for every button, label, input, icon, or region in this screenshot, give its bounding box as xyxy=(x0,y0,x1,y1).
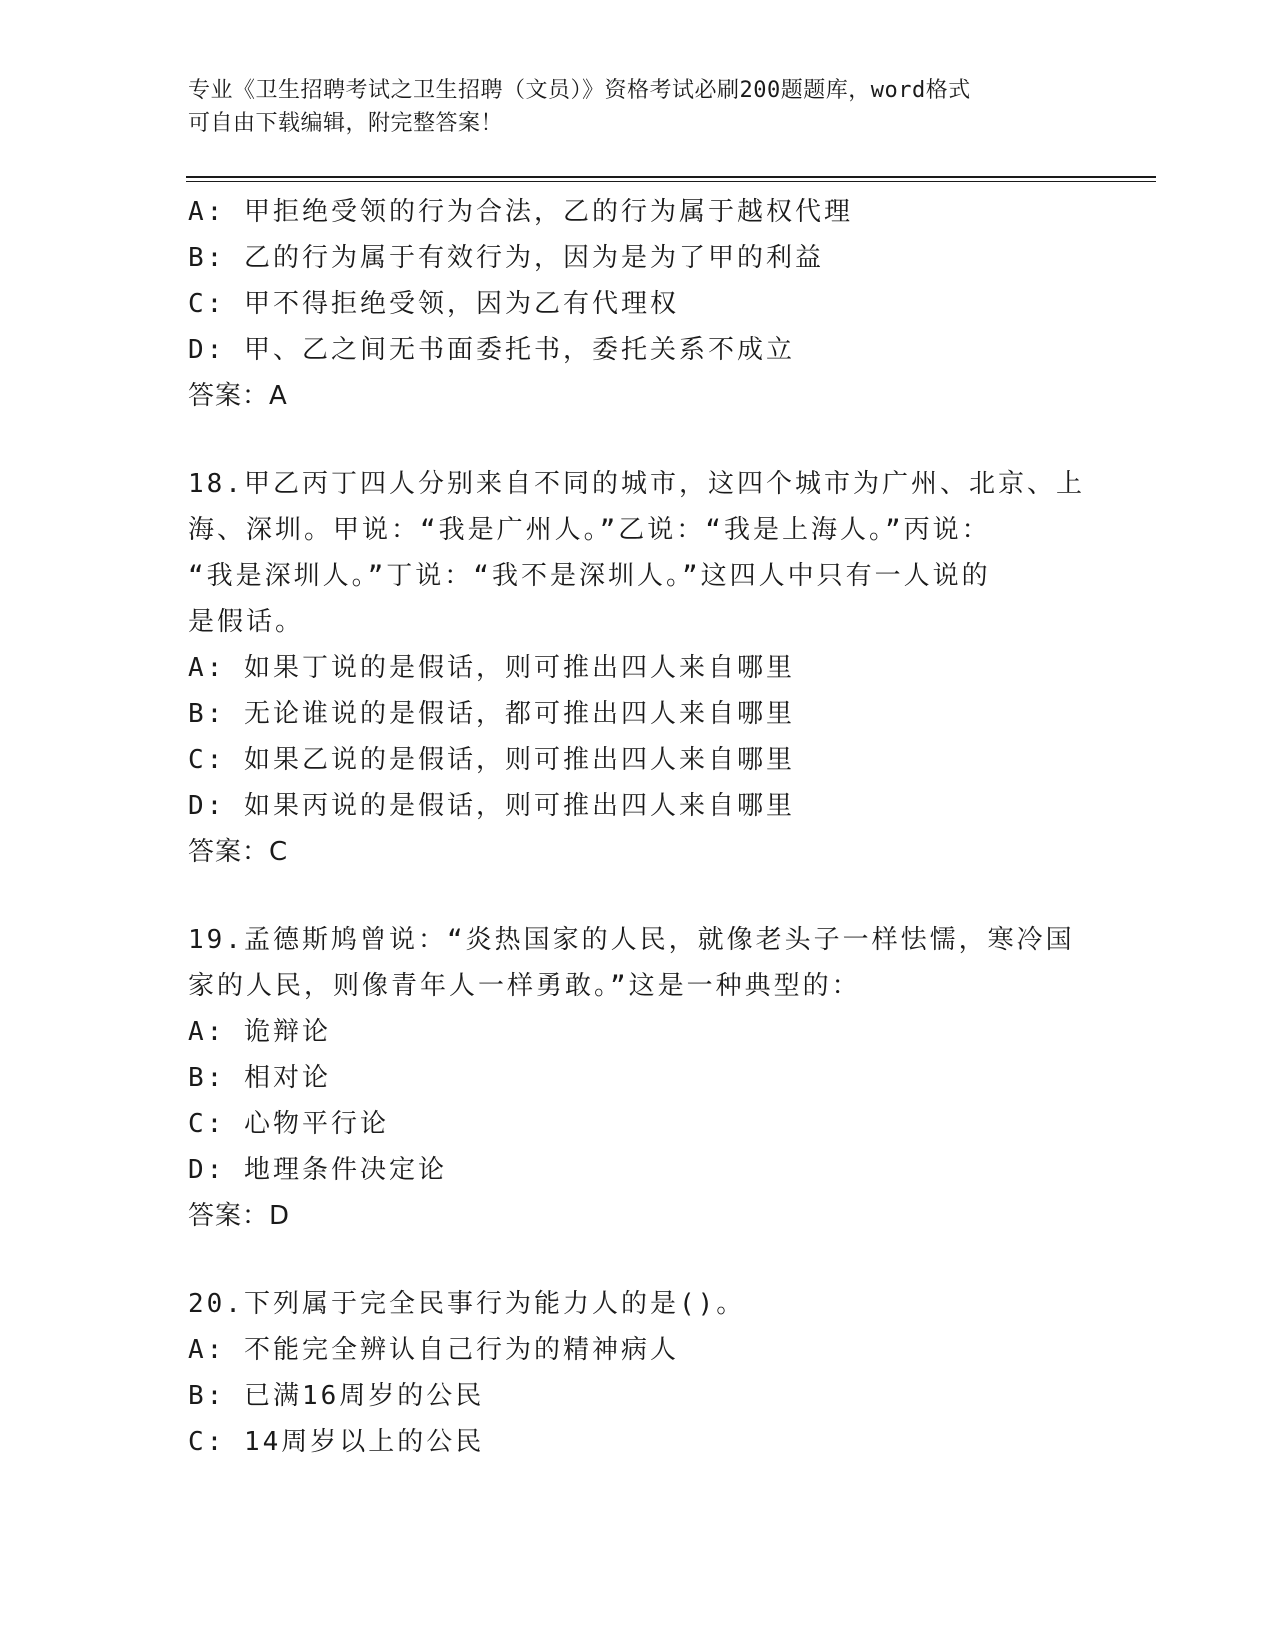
option-a: A: 如果丁说的是假话，则可推出四人来自哪里 xyxy=(188,653,795,683)
question-18 xyxy=(188,461,1088,875)
option-b: B: 乙的行为属于有效行为，因为是为了甲的利益 xyxy=(188,243,824,273)
option-d: D: 地理条件决定论 xyxy=(188,1155,447,1185)
question-17 xyxy=(188,189,1088,419)
option-b: B: 相对论 xyxy=(188,1063,331,1093)
question-stem-line: 19.孟德斯鸠曾说：“炎热国家的人民，就像老头子一样怯懦，寒冷国 xyxy=(188,925,1075,955)
header-line-2: 可自由下载编辑，附完整答案！ xyxy=(188,111,504,136)
header-divider-thin xyxy=(186,181,1156,182)
option-a: A: 诡辩论 xyxy=(188,1017,331,1047)
answer-line: 答案：A xyxy=(188,381,288,411)
option-a: A: 不能完全辨认自己行为的精神病人 xyxy=(188,1335,679,1365)
question-stem-line: 海、深圳。甲说：“我是广州人。”乙说：“我是上海人。”丙说： xyxy=(188,515,991,545)
question-list xyxy=(188,189,1088,1465)
question-20 xyxy=(188,1281,1088,1465)
header-divider-thick xyxy=(186,176,1156,178)
answer-line: 答案：C xyxy=(188,837,289,867)
document-header xyxy=(188,74,1088,140)
option-c: C: 甲不得拒绝受领，因为乙有代理权 xyxy=(188,289,679,319)
question-stem-line: 20.下列属于完全民事行为能力人的是()。 xyxy=(188,1289,746,1319)
option-a: A: 甲拒绝受领的行为合法，乙的行为属于越权代理 xyxy=(188,197,853,227)
option-d: D: 如果丙说的是假话，则可推出四人来自哪里 xyxy=(188,791,795,821)
option-c: C: 心物平行论 xyxy=(188,1109,389,1139)
option-d: D: 甲、乙之间无书面委托书，委托关系不成立 xyxy=(188,335,795,365)
question-stem-line: 家的人民，则像青年人一样勇敢。”这是一种典型的： xyxy=(188,971,861,1001)
answer-line: 答案：D xyxy=(188,1201,291,1231)
question-19 xyxy=(188,917,1088,1239)
option-c: C: 14周岁以上的公民 xyxy=(188,1427,485,1457)
question-stem-line: 是假话。 xyxy=(188,607,305,637)
option-b: B: 已满16周岁的公民 xyxy=(188,1381,485,1411)
question-stem-line: 18.甲乙丙丁四人分别来自不同的城市，这四个城市为广州、北京、上 xyxy=(188,469,1085,499)
question-stem-line: “我是深圳人。”丁说：“我不是深圳人。”这四人中只有一人说的 xyxy=(188,561,991,591)
option-b: B: 无论谁说的是假话，都可推出四人来自哪里 xyxy=(188,699,795,729)
option-c: C: 如果乙说的是假话，则可推出四人来自哪里 xyxy=(188,745,795,775)
header-line-1: 专业《卫生招聘考试之卫生招聘（文员）》资格考试必刷200题题库，word格式 xyxy=(188,78,971,103)
